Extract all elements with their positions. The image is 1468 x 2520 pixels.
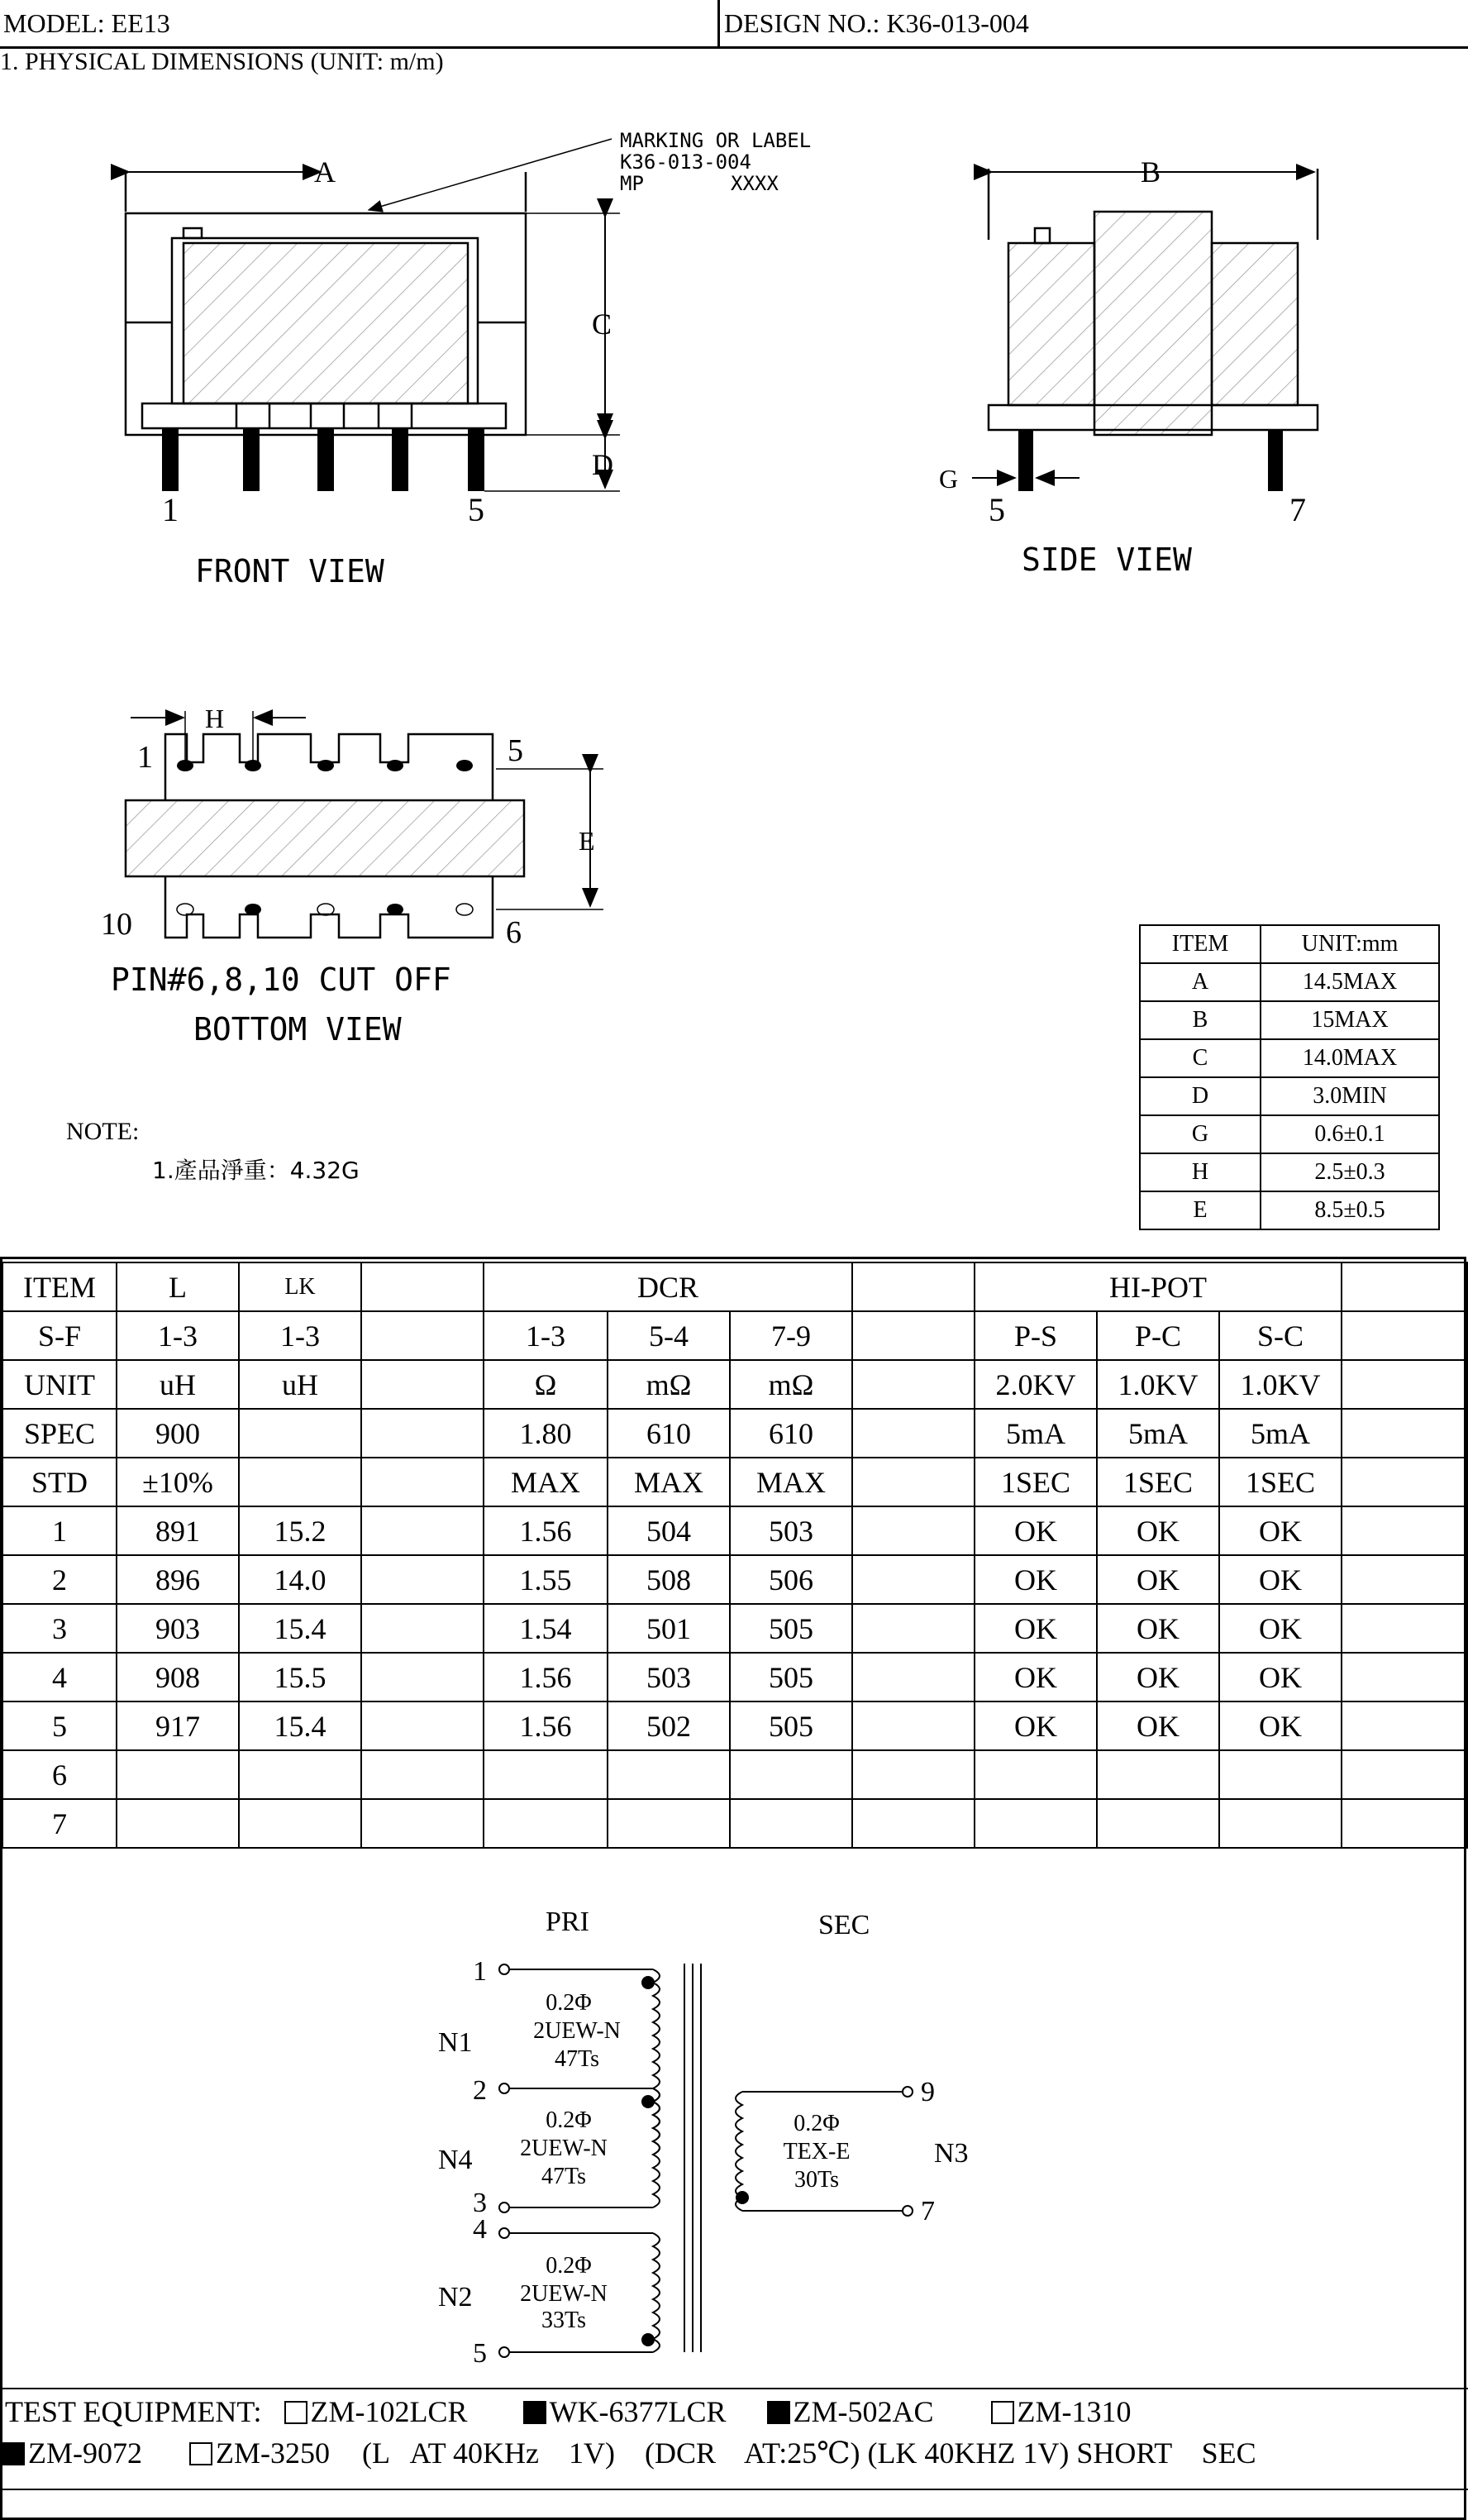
table-row (2, 1311, 1467, 1360)
table-cell: 900 (117, 1409, 239, 1458)
n4-wire: 0.2Φ (546, 2107, 592, 2133)
table-cell: 506 (730, 1555, 852, 1604)
section-title: 1. PHYSICAL DIMENSIONS (UNIT: m/m) (0, 48, 444, 75)
dim-item: D (1140, 1077, 1261, 1115)
table-cell: 5mA (1219, 1409, 1342, 1458)
table-cell: S-F (2, 1311, 117, 1360)
table-cell (1097, 1750, 1219, 1799)
dim-header-unit: UNIT:mm (1261, 925, 1439, 963)
table-cell: 1.54 (484, 1604, 608, 1653)
table-cell: 1SEC (1219, 1458, 1342, 1506)
table-cell: 15.5 (239, 1653, 361, 1701)
table-row (1140, 963, 1439, 1001)
table-row (2, 1653, 1467, 1701)
table-cell: 1.55 (484, 1555, 608, 1604)
table-row (2, 1750, 1467, 1799)
pin-label-side-left: 5 (989, 491, 1005, 528)
table-cell: 7 (2, 1799, 117, 1848)
table-cell: STD (2, 1458, 117, 1506)
table-row (2, 1701, 1467, 1750)
table-cell (239, 1750, 361, 1799)
table-cell (852, 1555, 975, 1604)
table-cell (1342, 1506, 1467, 1555)
pin-4-label: 4 (473, 2214, 487, 2245)
dim-value: 0.6±0.1 (1261, 1115, 1439, 1153)
table-row (1140, 1153, 1439, 1191)
table-cell: 5 (2, 1701, 117, 1750)
dim-label-b: B (1141, 155, 1161, 189)
table-cell (1342, 1360, 1467, 1409)
table-row (1140, 1001, 1439, 1039)
table-cell: 503 (730, 1506, 852, 1555)
table-cell: 908 (117, 1653, 239, 1701)
table-cell: 896 (117, 1555, 239, 1604)
table-cell (975, 1799, 1097, 1848)
table-row (2, 1799, 1467, 1848)
table-cell: 891 (117, 1506, 239, 1555)
pin-label-front-right: 5 (468, 491, 484, 528)
n4-label: N4 (438, 2145, 473, 2175)
table-cell: 6 (2, 1750, 117, 1799)
dim-item: G (1140, 1115, 1261, 1153)
table-cell: 4 (2, 1653, 117, 1701)
table-cell (361, 1701, 484, 1750)
table-cell (730, 1799, 852, 1848)
table-cell: OK (1097, 1653, 1219, 1701)
table-cell: L (117, 1262, 239, 1311)
table-row (1140, 925, 1439, 963)
table-cell: OK (1097, 1701, 1219, 1750)
table-cell: OK (975, 1701, 1097, 1750)
table-row (1140, 1191, 1439, 1229)
table-cell (117, 1750, 239, 1799)
table-row (1140, 1039, 1439, 1077)
table-cell (361, 1506, 484, 1555)
table-cell (608, 1750, 730, 1799)
n3-turns: 30Ts (794, 2167, 840, 2193)
n3-wire: 0.2Φ (794, 2111, 840, 2136)
table-cell: OK (1219, 1653, 1342, 1701)
model-label: MODEL: EE13 (3, 8, 170, 38)
table-cell: 917 (117, 1701, 239, 1750)
checkbox-icon (991, 2401, 1014, 2424)
table-row (2, 1360, 1467, 1409)
table-cell (239, 1409, 361, 1458)
table-cell (852, 1262, 975, 1311)
dim-item: A (1140, 963, 1261, 1001)
table-cell (239, 1458, 361, 1506)
n2-turns: 33Ts (541, 2308, 587, 2333)
table-cell (852, 1604, 975, 1653)
equipment-item: ZM-1310 (991, 2395, 1132, 2428)
table-cell: MAX (608, 1458, 730, 1506)
table-cell: MAX (730, 1458, 852, 1506)
dim-label-g: G (939, 464, 959, 494)
table-cell (361, 1799, 484, 1848)
table-cell: 610 (730, 1409, 852, 1458)
table-cell: OK (1219, 1604, 1342, 1653)
n2-label: N2 (438, 2282, 473, 2312)
dim-label-c: C (592, 308, 612, 341)
dim-value: 14.0MAX (1261, 1039, 1439, 1077)
front-view-drawing (126, 139, 620, 491)
dim-item: H (1140, 1153, 1261, 1191)
pin-label-bottom-bl: 10 (101, 907, 132, 942)
dim-value: 3.0MIN (1261, 1077, 1439, 1115)
table-row (2, 1409, 1467, 1458)
dim-value: 15MAX (1261, 1001, 1439, 1039)
table-row (1140, 1077, 1439, 1115)
table-cell: 14.0 (239, 1555, 361, 1604)
table-cell: 15.4 (239, 1701, 361, 1750)
n1-wire: 0.2Φ (546, 1990, 592, 2016)
table-cell: 505 (730, 1653, 852, 1701)
side-view-drawing (972, 169, 1318, 491)
pin-label-side-right: 7 (1289, 491, 1306, 528)
table-cell: MAX (484, 1458, 608, 1506)
equipment-label: TEST EQUIPMENT: (5, 2395, 262, 2428)
marking-line1: MARKING OR LABEL (620, 129, 812, 152)
pin-3-label: 3 (473, 2188, 487, 2218)
table-cell: SPEC (2, 1409, 117, 1458)
equipment-item: ZM-102LCR (284, 2395, 468, 2428)
table-cell (1219, 1799, 1342, 1848)
table-cell: UNIT (2, 1360, 117, 1409)
table-cell: OK (975, 1653, 1097, 1701)
table-cell: mΩ (608, 1360, 730, 1409)
note-title: NOTE: (66, 1118, 140, 1145)
marking-line2: K36-013-004 (620, 150, 751, 174)
table-cell: LK (239, 1262, 361, 1311)
table-cell: 1.0KV (1097, 1360, 1219, 1409)
table-cell: 3 (2, 1604, 117, 1653)
table-cell (1342, 1409, 1467, 1458)
table-cell: 1.0KV (1219, 1360, 1342, 1409)
table-cell: OK (1219, 1701, 1342, 1750)
table-cell (1342, 1750, 1467, 1799)
checkbox-checked-icon (2, 2442, 25, 2465)
table-cell: 1.56 (484, 1653, 608, 1701)
table-cell: 502 (608, 1701, 730, 1750)
table-cell (1342, 1701, 1467, 1750)
table-cell (852, 1653, 975, 1701)
test-data-table (2, 1262, 1468, 1849)
table-cell: OK (1097, 1604, 1219, 1653)
table-cell: mΩ (730, 1360, 852, 1409)
table-cell: 504 (608, 1506, 730, 1555)
table-cell (852, 1360, 975, 1409)
checkbox-checked-icon (523, 2401, 546, 2424)
dim-label-e: E (579, 826, 595, 856)
table-cell: 503 (608, 1653, 730, 1701)
table-cell (1342, 1311, 1467, 1360)
table-cell (608, 1799, 730, 1848)
checkbox-icon (284, 2401, 307, 2424)
table-cell: ±10% (117, 1458, 239, 1506)
table-cell (361, 1262, 484, 1311)
table-cell: OK (1097, 1506, 1219, 1555)
n3-label: N3 (934, 2138, 969, 2169)
pin-label-bottom-tl: 1 (137, 740, 153, 775)
table-cell (1342, 1262, 1467, 1311)
table-cell: 501 (608, 1604, 730, 1653)
note-line1: 1.產品淨重：4.32G (152, 1157, 360, 1184)
table-cell (730, 1750, 852, 1799)
table-cell: S-C (1219, 1311, 1342, 1360)
dim-header-item: ITEM (1140, 925, 1261, 963)
bottom-view-drawing (126, 711, 603, 938)
n1-type: 2UEW-N (533, 2018, 621, 2044)
marking-line3-a: MP (620, 172, 644, 195)
table-cell (484, 1799, 608, 1848)
dim-item: E (1140, 1191, 1261, 1229)
table-cell: OK (1219, 1506, 1342, 1555)
table-cell: 7-9 (730, 1311, 852, 1360)
table-cell: 610 (608, 1409, 730, 1458)
table-cell: 1.56 (484, 1506, 608, 1555)
pin-2-label: 2 (473, 2075, 487, 2106)
table-row (2, 1555, 1467, 1604)
table-cell: 1.56 (484, 1701, 608, 1750)
table-cell: 1 (2, 1506, 117, 1555)
table-cell (361, 1311, 484, 1360)
table-cell: P-C (1097, 1311, 1219, 1360)
table-cell (852, 1409, 975, 1458)
table-cell: 5mA (1097, 1409, 1219, 1458)
table-row (1140, 1115, 1439, 1153)
table-cell (1342, 1653, 1467, 1701)
table-cell (117, 1799, 239, 1848)
table-cell (239, 1799, 361, 1848)
dim-value: 8.5±0.5 (1261, 1191, 1439, 1229)
marking-line3-b: XXXX (731, 172, 779, 195)
dim-label-d: D (592, 448, 613, 481)
table-cell: 505 (730, 1604, 852, 1653)
table-cell (852, 1701, 975, 1750)
dim-value: 2.5±0.3 (1261, 1153, 1439, 1191)
table-cell: uH (117, 1360, 239, 1409)
table-cell: ITEM (2, 1262, 117, 1311)
pin-7-label: 7 (921, 2196, 935, 2226)
equipment-line-1 (5, 2394, 1132, 2429)
table-cell (852, 1799, 975, 1848)
table-row (2, 1458, 1467, 1506)
table-cell: 1SEC (1097, 1458, 1219, 1506)
equipment-divider (0, 2388, 1468, 2389)
table-cell: OK (975, 1506, 1097, 1555)
table-cell (361, 1360, 484, 1409)
table-cell (361, 1458, 484, 1506)
table-cell: 903 (117, 1604, 239, 1653)
pin-9-label: 9 (921, 2077, 935, 2107)
table-cell: Ω (484, 1360, 608, 1409)
n2-wire: 0.2Φ (546, 2253, 592, 2279)
table-row (2, 1262, 1467, 1311)
table-cell (852, 1506, 975, 1555)
table-cell (852, 1750, 975, 1799)
table-row (2, 1604, 1467, 1653)
table-cell: OK (975, 1604, 1097, 1653)
n4-turns: 47Ts (541, 2164, 587, 2189)
pin-label-front-left: 1 (162, 491, 179, 528)
table-cell: 5mA (975, 1409, 1097, 1458)
table-cell (852, 1311, 975, 1360)
equipment-item: ZM-3250 (189, 2436, 330, 2470)
bottom-view-label: BOTTOM VIEW (193, 1011, 402, 1048)
table-cell (852, 1458, 975, 1506)
front-view-label: FRONT VIEW (195, 553, 384, 589)
table-cell: 1SEC (975, 1458, 1097, 1506)
n1-turns: 47Ts (554, 2046, 600, 2072)
sec-label: SEC (818, 1910, 870, 1940)
checkbox-icon (189, 2442, 212, 2465)
table-cell (361, 1409, 484, 1458)
n1-label: N1 (438, 2027, 473, 2058)
test-conditions: (L AT 40KHz 1V) (DCR AT:25℃) (LK 40KHZ 1V) SHORT SEC (362, 2436, 1256, 2470)
table-cell (1342, 1799, 1467, 1848)
table-cell: OK (1097, 1555, 1219, 1604)
table-cell (484, 1750, 608, 1799)
table-cell: 508 (608, 1555, 730, 1604)
table-cell (361, 1653, 484, 1701)
table-cell (1219, 1750, 1342, 1799)
table-cell (361, 1750, 484, 1799)
table-cell: 2 (2, 1555, 117, 1604)
table-cell: HI-POT (975, 1262, 1342, 1311)
design-number: DESIGN NO.: K36-013-004 (724, 8, 1029, 38)
pin-1-label: 1 (473, 1956, 487, 1987)
table-cell (1342, 1458, 1467, 1506)
table-cell: DCR (484, 1262, 852, 1311)
pin-label-bottom-tr: 5 (508, 733, 523, 768)
pin-5-label: 5 (473, 2338, 487, 2369)
table-cell (361, 1604, 484, 1653)
table-cell: P-S (975, 1311, 1097, 1360)
table-cell (1097, 1799, 1219, 1848)
table-row (2, 1506, 1467, 1555)
table-cell: uH (239, 1360, 361, 1409)
table-cell: OK (1219, 1555, 1342, 1604)
equipment-item: WK-6377LCR (523, 2395, 727, 2428)
table-cell: 1.80 (484, 1409, 608, 1458)
table-cell: 15.4 (239, 1604, 361, 1653)
n3-type: TEX-E (783, 2139, 851, 2164)
pri-label: PRI (546, 1907, 589, 1937)
table-cell (1342, 1555, 1467, 1604)
winding-schematic (0, 1864, 1468, 2385)
dim-item: B (1140, 1001, 1261, 1039)
dimension-table (1139, 924, 1440, 1230)
checkbox-checked-icon (767, 2401, 790, 2424)
table-cell: 505 (730, 1701, 852, 1750)
table-cell: OK (975, 1555, 1097, 1604)
side-view-label: SIDE VIEW (1022, 542, 1192, 578)
dim-label-h: H (205, 704, 225, 733)
footer-divider (0, 2489, 1468, 2490)
table-cell: 5-4 (608, 1311, 730, 1360)
n4-type: 2UEW-N (520, 2136, 608, 2161)
equipment-item: ZM-9072 (2, 2436, 142, 2470)
dim-label-a: A (314, 155, 336, 189)
table-cell (975, 1750, 1097, 1799)
table-cell: 1-3 (117, 1311, 239, 1360)
table-cell: 1-3 (239, 1311, 361, 1360)
dim-item: C (1140, 1039, 1261, 1077)
n2-type: 2UEW-N (520, 2281, 608, 2307)
table-cell (361, 1555, 484, 1604)
table-cell: 2.0KV (975, 1360, 1097, 1409)
table-cell: 15.2 (239, 1506, 361, 1555)
dim-value: 14.5MAX (1261, 963, 1439, 1001)
pin-label-bottom-br: 6 (506, 915, 522, 950)
equipment-item: ZM-502AC (767, 2395, 934, 2428)
table-cell (1342, 1604, 1467, 1653)
equipment-line-2 (2, 2436, 1256, 2470)
bottom-note-label: PIN#6,8,10 CUT OFF (111, 962, 451, 998)
table-cell: 1-3 (484, 1311, 608, 1360)
